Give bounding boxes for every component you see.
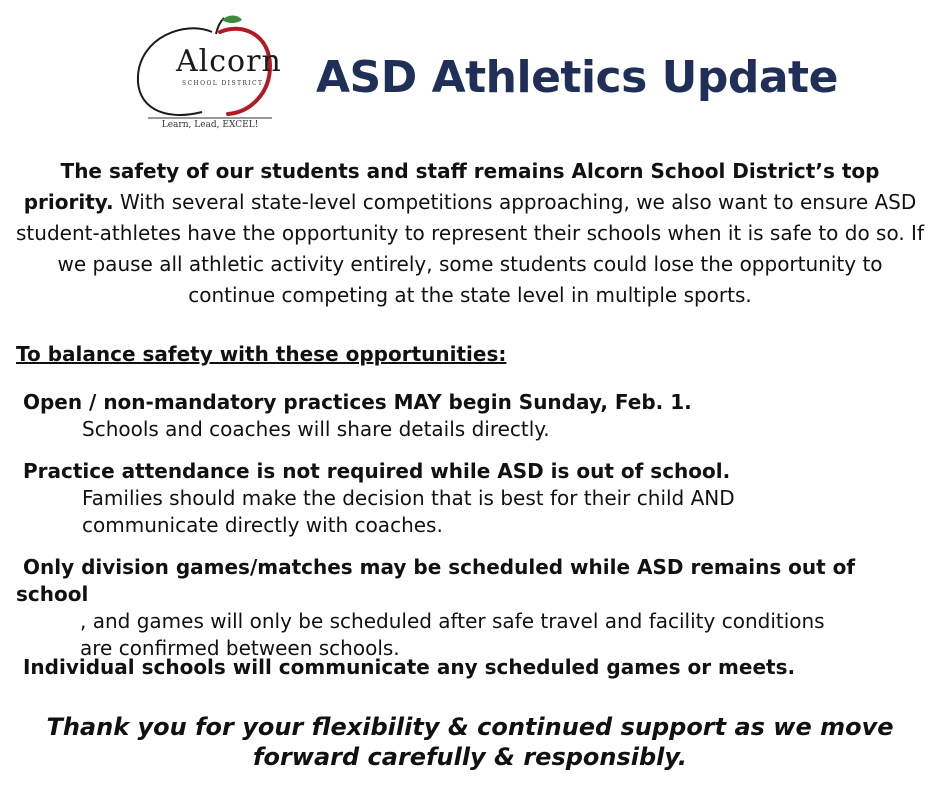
item-detail: Schools and coaches will share details directly. <box>82 417 550 441</box>
item-heading: Only division games/matches may be scheduled while ASD remains out of school <box>16 555 856 606</box>
intro-body: With several state-level competitions approaching, we also want to ensure ASD student-athletes have the opportunity to represent their schools when it is safe to do so. If we pause all athletic activity entirely, some students could lose the opportunity to continue competing at the state level in multiple sports. <box>16 190 924 307</box>
list-item <box>16 653 916 681</box>
intro-paragraph <box>14 156 926 311</box>
item-detail: Families should make the decision that is best for their child AND communicate directly with coaches. <box>82 486 735 537</box>
item-heading: Practice attendance is not required while ASD is out of school. <box>22 459 731 483</box>
list-item <box>16 554 916 662</box>
header <box>0 0 940 140</box>
list-item <box>16 388 916 443</box>
logo-wordmark: Alcorn <box>176 44 282 79</box>
list-item <box>16 457 916 539</box>
closing-message: Thank you for your flexibility & continued support as we move forward carefully & responsibly. <box>46 713 894 771</box>
logo-subtitle: SCHOOL DISTRICT <box>182 80 264 87</box>
item-heading: Individual schools will communicate any scheduled games or meets. <box>22 655 796 679</box>
logo-tagline: Learn, Lead, EXCEL! <box>161 120 259 130</box>
intro-lead: The safety of our students and staff remains Alcorn School District’s top priority. <box>23 159 880 214</box>
district-logo <box>132 14 292 136</box>
item-detail: , and games will only be scheduled after safe travel and facility conditions are confirmed between schools. <box>80 609 825 660</box>
page-title: ASD Athletics Update <box>316 52 838 103</box>
item-heading: Open / non-mandatory practices MAY begin Sunday, Feb. 1. <box>22 390 692 414</box>
section-title: To balance safety with these opportunities: <box>16 342 507 366</box>
